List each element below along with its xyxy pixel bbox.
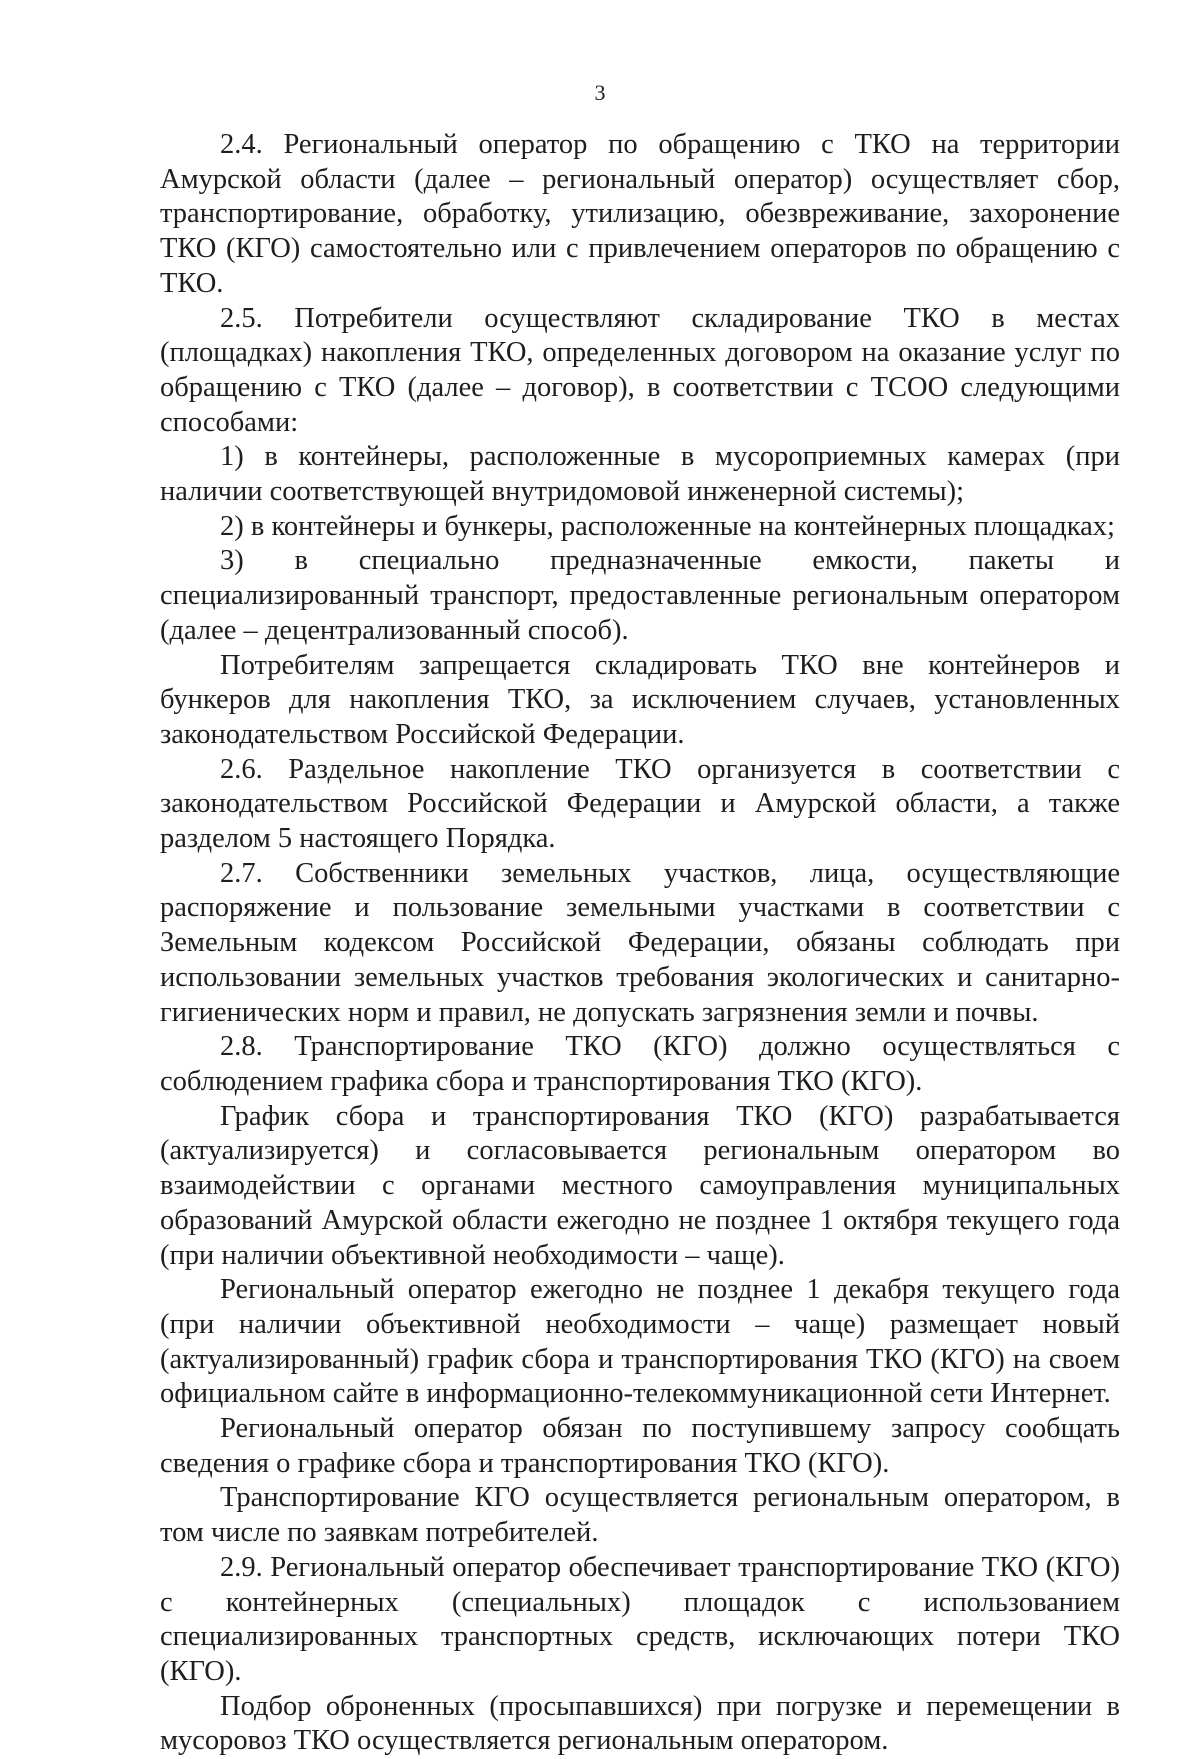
page-number: 3 — [594, 80, 606, 105]
list-item-3: 3) в специально предназначенные емкости, пакеты и специализированный транспорт, предоставленные региональным оператором (далее – децентрализованный способ). — [160, 545, 1120, 646]
paragraph-schedule-publication: Региональный оператор ежегодно не позднее 1 декабря текущего года (при наличии объективной необходимости – чаще) размещает новый (актуализированный) график сбора и транспортирования ТКО (КГО) на своем официальном сайте в информационно-телекоммуникационной сети Интернет. — [160, 1274, 1120, 1410]
document-body — [160, 128, 1120, 1759]
paragraph-2-7: 2.7. Собственники земельных участков, лица, осуществляющие распоряжение и пользование земельными участками в соответствии с Земельным кодексом Российской Федерации, обязаны соблюдать при использовании земельных участков требования экологических и санитарно-гигиенических норм и правил, не допускать загрязнения земли и почвы. — [160, 857, 1120, 1028]
paragraph-prohibition: Потребителям запрещается складировать ТКО вне контейнеров и бункеров для накопления ТКО, за исключением случаев, установленных законодательством Российской Федерации. — [160, 649, 1120, 750]
list-item-2: 2) в контейнеры и бункеры, расположенные на контейнерных площадках; — [220, 510, 1115, 542]
paragraph-schedule-development: График сбора и транспортирования ТКО (КГО) разрабатывается (актуализируется) и согласовывается региональным оператором во взаимодействии с органами местного самоуправления муниципальных образований Амурской области ежегодно не позднее 1 октября текущего года (при наличии объективной необходимости – чаще). — [160, 1100, 1120, 1271]
paragraph-2-5: 2.5. Потребители осуществляют складирование ТКО в местах (площадках) накопления ТКО, определенных договором на оказание услуг по обращению с ТКО (далее – договор), в соответствии с ТСОО следующими способами: — [160, 302, 1120, 438]
paragraph-spill-pickup: Подбор оброненных (просыпавшихся) при погрузке и перемещении в мусоровоз ТКО осуществляется региональным оператором. — [160, 1690, 1120, 1757]
paragraph-2-9: 2.9. Региональный оператор обеспечивает транспортирование ТКО (КГО) с контейнерных (специальных) площадок с использованием специализированных транспортных средств, исключающих потери ТКО (КГО). — [160, 1551, 1120, 1687]
paragraph-kgo-transport: Транспортирование КГО осуществляется региональным оператором, в том числе по заявкам потребителей. — [160, 1482, 1120, 1549]
list-item-1: 1) в контейнеры, расположенные в мусороприемных камерах (при наличии соответствующей внутридомовой инженерной системы); — [160, 441, 1120, 508]
paragraph-2-8: 2.8. Транспортирование ТКО (КГО) должно осуществляться с соблюдением графика сбора и транспортирования ТКО (КГО). — [160, 1031, 1120, 1097]
paragraph-2-6: 2.6. Раздельное накопление ТКО организуется в соответствии с законодательством Российской Федерации и Амурской области, а также разделом 5 настоящего Порядка. — [160, 753, 1120, 855]
paragraph-2-4: 2.4. Региональный оператор по обращению с ТКО на территории Амурской области (далее – региональный оператор) осуществляет сбор, транспортирование, обработку, утилизацию, обезвреживание, захоронение ТКО (КГО) самостоятельно или с привлечением операторов по обращению с ТКО. — [160, 129, 1120, 299]
paragraph-schedule-request: Региональный оператор обязан по поступившему запросу сообщать сведения о графике сбора и транспортирования ТКО (КГО). — [160, 1413, 1120, 1479]
